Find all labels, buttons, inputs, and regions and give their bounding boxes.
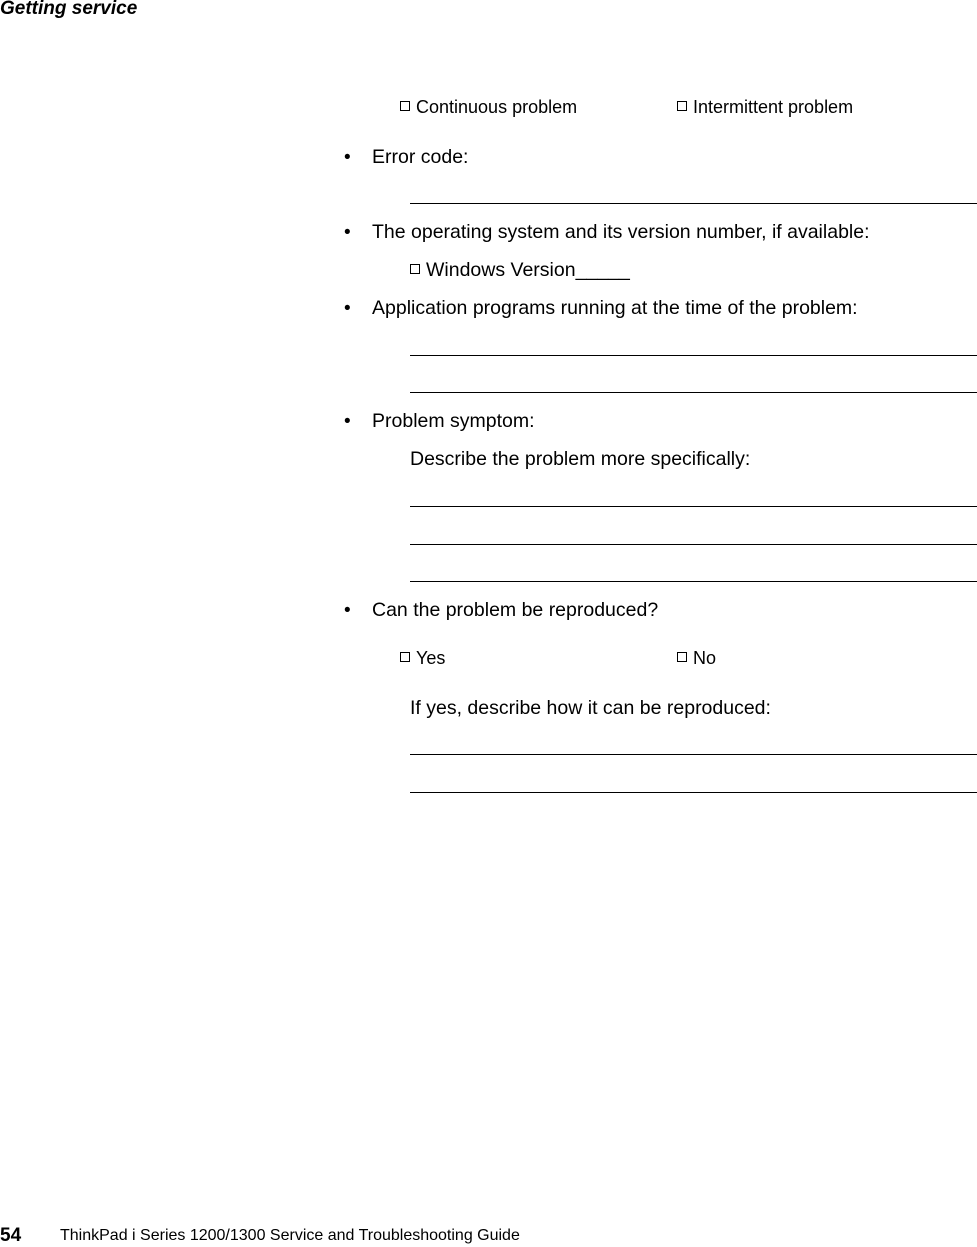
bullet-icon: • <box>344 222 351 243</box>
checkbox-no[interactable] <box>677 649 716 667</box>
reproduce-line-1[interactable] <box>410 754 977 755</box>
checkbox-box-icon <box>400 652 410 662</box>
reproduced-label: Can the problem be reproduced? <box>372 599 659 621</box>
checkbox-label: Windows Version_____ <box>426 259 630 281</box>
describe-label: Describe the problem more specifically: <box>410 448 751 470</box>
bullet-icon: • <box>344 600 351 621</box>
bullet-icon: • <box>344 298 351 319</box>
checkbox-box-icon <box>677 652 687 662</box>
os-label: The operating system and its version number, if available: <box>372 221 870 243</box>
error-code-label: Error code: <box>372 146 469 168</box>
symptom-line-3[interactable] <box>410 581 977 582</box>
checkbox-label: Intermittent problem <box>693 97 854 117</box>
reproduce-line-2[interactable] <box>410 792 977 793</box>
bullet-icon: • <box>344 147 351 168</box>
applications-line-1[interactable] <box>410 355 977 356</box>
checkbox-label: Continuous problem <box>416 97 578 117</box>
checkbox-windows-version[interactable] <box>410 261 630 281</box>
symptom-line-2[interactable] <box>410 544 977 545</box>
checkbox-yes[interactable] <box>400 649 445 667</box>
footer-title: ThinkPad i Series 1200/1300 Service and Troubleshooting Guide <box>60 1227 520 1244</box>
checkbox-continuous-problem[interactable] <box>400 98 577 116</box>
checkbox-box-icon <box>400 101 410 111</box>
checkbox-intermittent-problem[interactable] <box>677 98 853 116</box>
page-number: 54 <box>0 1225 22 1246</box>
checkbox-box-icon <box>410 264 420 274</box>
bullet-icon: • <box>344 411 351 432</box>
checkbox-label: No <box>693 648 717 668</box>
checkbox-box-icon <box>677 101 687 111</box>
applications-line-2[interactable] <box>410 392 977 393</box>
symptom-label: Problem symptom: <box>372 410 535 432</box>
if-yes-label: If yes, describe how it can be reproduced: <box>410 697 771 719</box>
running-header: Getting service <box>0 0 138 19</box>
error-code-line[interactable] <box>410 203 977 204</box>
applications-label: Application programs running at the time of the problem: <box>372 297 858 319</box>
symptom-line-1[interactable] <box>410 506 977 507</box>
checkbox-label: Yes <box>416 648 446 668</box>
